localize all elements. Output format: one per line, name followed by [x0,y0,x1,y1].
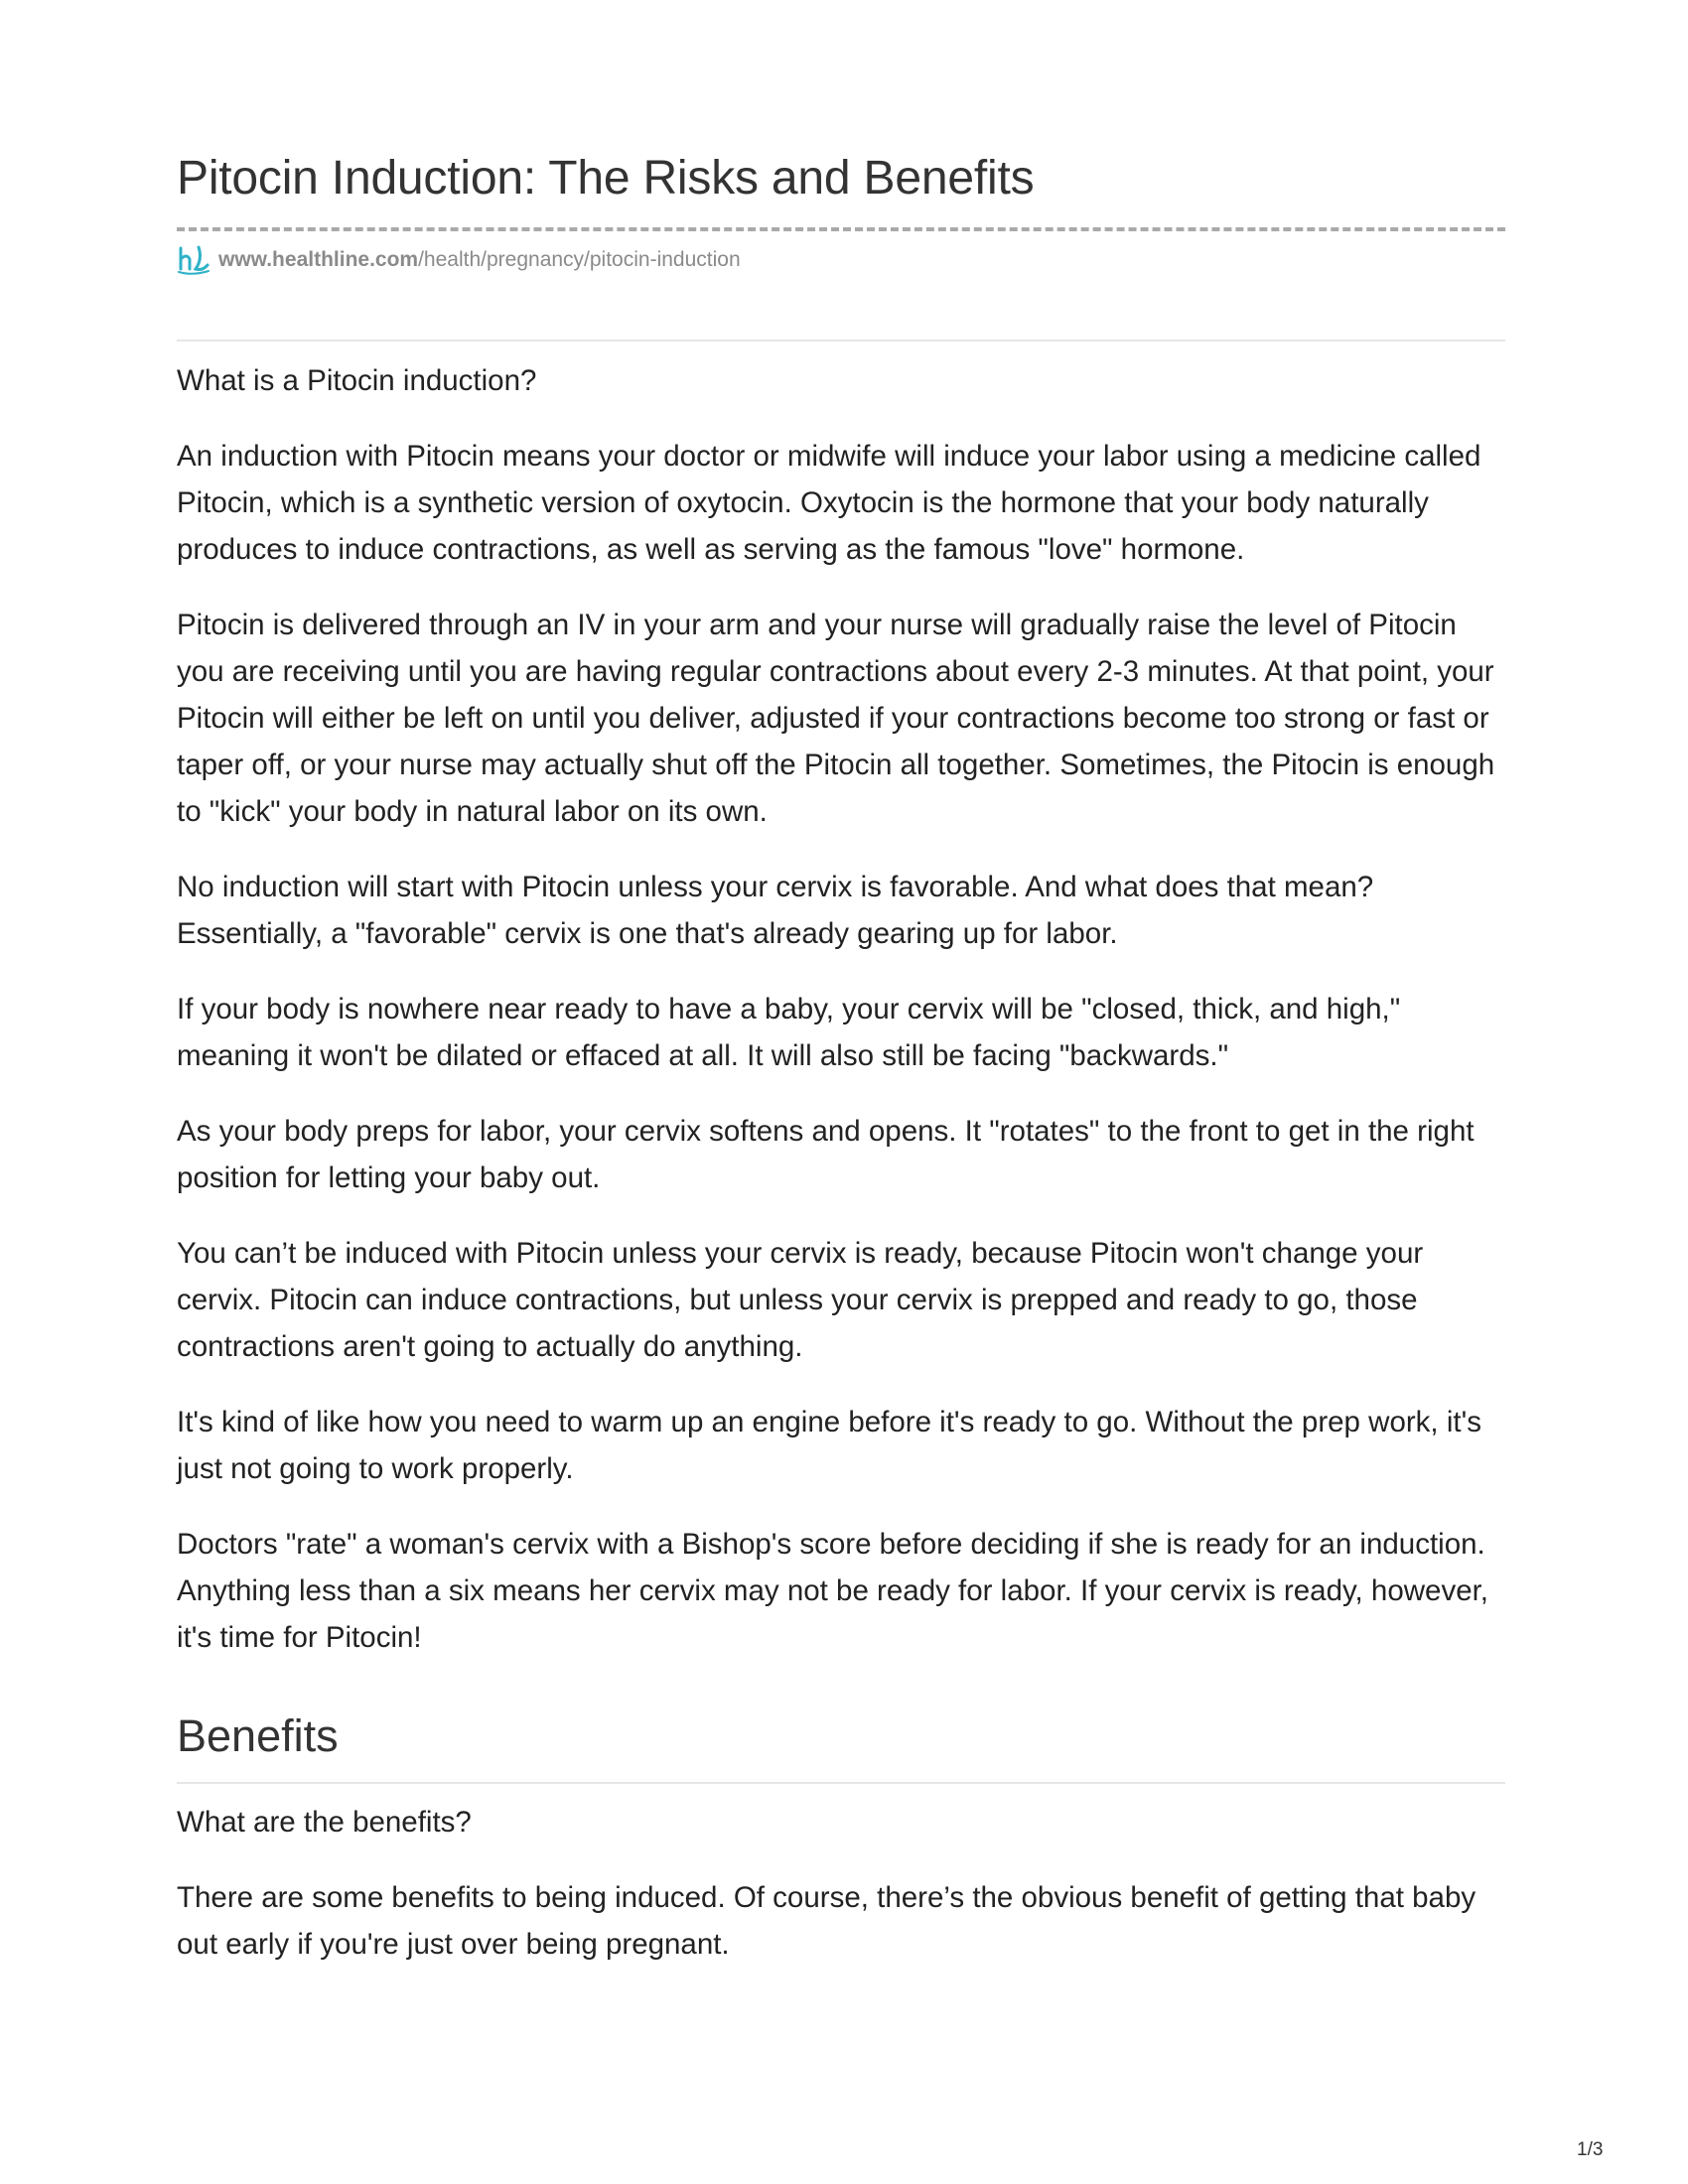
page-number: 1/3 [1577,2139,1604,2160]
benefits-question: What are the benefits? [177,1806,472,1839]
article-body [177,357,1505,1690]
title-divider [177,227,1505,231]
intro-paragraph-3: No induction will start with Pitocin unless your cervix is favorable. And what does that mean? Essentially, a "favorable" cervix is one that's already gearing up for labor. [177,871,1374,950]
benefits-heading: Benefits [177,1710,339,1761]
benefits-body [177,1799,1505,1996]
intro-paragraph-1: An induction with Pitocin means your doctor or midwife will induce your labor using a medicine called Pitocin, which is a synthetic version of oxytocin. Oxytocin is the hormone that your body naturally produces to induce contractions, as well as serving as the famous "love" hormone. [177,440,1481,566]
benefits-paragraph-1: There are some benefits to being induced. Of course, there’s the obvious benefit of getting that baby out early if you're just over being pregnant. [177,1881,1477,1961]
intro-paragraph-4: If your body is nowhere near ready to have a baby, your cervix will be "closed, thick, and high," meaning it won't be dilated or effaced at all. It will also still be facing "backwards." [177,993,1401,1072]
source-path[interactable]: /health/pregnancy/pitocin-induction [418,248,741,271]
intro-paragraph-2: Pitocin is delivered through an IV in your arm and your nurse will gradually raise the level of Pitocin you are receiving until you are having regular contractions about every 2-3 minutes. At that point, your Pitocin will either be left on until you deliver, adjusted if your contractions become too strong or fast or taper off, or your nurse may actually shut off the Pitocin all together. Sometimes, the Pitocin is enough to "kick" your body in natural labor on its own. [177,609,1495,828]
intro-paragraph-5: As your body preps for labor, your cervix softens and opens. It "rotates" to the front to get in the right position for letting your baby out. [177,1115,1475,1194]
source-line [177,245,741,275]
intro-question: What is a Pitocin induction? [177,364,537,397]
page-title: Pitocin Induction: The Risks and Benefits [177,152,1035,205]
healthline-logo-icon [177,245,211,275]
intro-paragraph-6: You can’t be induced with Pitocin unless your cervix is ready, because Pitocin won't change your cervix. Pitocin can induce contractions, but unless your cervix is prepped and ready to go, those contractions aren't going to actually do anything. [177,1237,1424,1363]
intro-paragraph-8: Doctors "rate" a woman's cervix with a Bishop's score before deciding if she is ready for an induction. Anything less than a six means her cervix may not be ready for labor. If your cervix is ready, however, it's time for Pitocin! [177,1528,1489,1654]
source-domain[interactable]: www.healthline.com [218,248,419,271]
header-divider [177,340,1505,341]
benefits-divider [177,1782,1505,1784]
intro-paragraph-7: It's kind of like how you need to warm up an engine before it's ready to go. Without the prep work, it's just not going to work properly. [177,1406,1481,1485]
